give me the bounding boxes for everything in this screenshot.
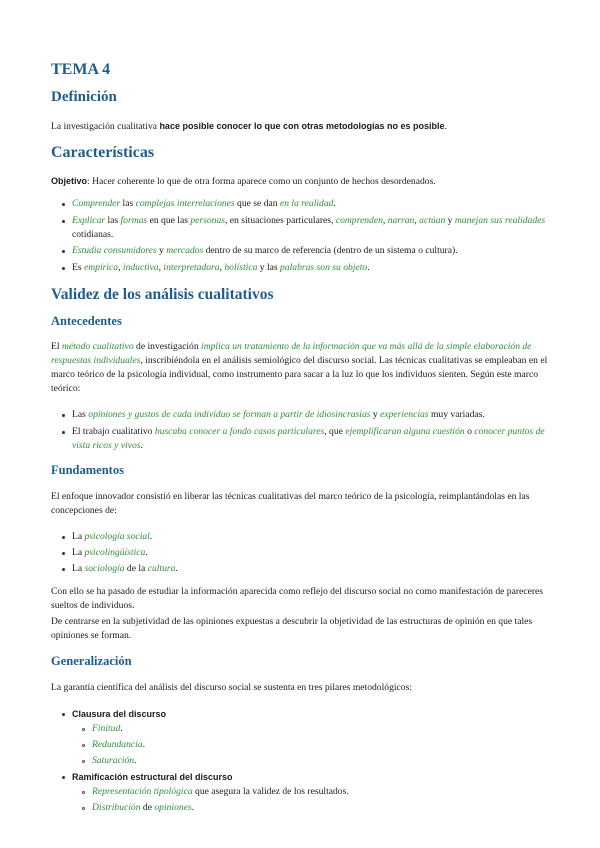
list-item: Distribución de opiniones. xyxy=(92,802,195,813)
list-item: La psicolingüística. xyxy=(72,547,148,558)
antecedentes-line: marco teórico de la psicología individual, como instrumento para sacar a la luz lo que los individuos sienten. Según este marco xyxy=(51,369,539,380)
list-item: La sociología de la cultura. xyxy=(72,563,178,574)
fundamentos-line: sueltos de individuos. xyxy=(51,600,135,611)
circle-bullet-icon xyxy=(82,728,85,731)
list-item: Comprender las complejas interrelaciones que se dan en la realidad. xyxy=(72,198,336,209)
list-item: Saturación. xyxy=(92,755,137,766)
circle-bullet-icon xyxy=(82,791,85,794)
generalizacion-intro: La garantía científica del análisis del discurso social se sustenta en tres pilares metodológicos: xyxy=(51,682,412,693)
circle-bullet-icon xyxy=(82,744,85,747)
list-item: El trabajo cualitativo buscaba conocer a fondo casos particulares, que ejemplificaran alguna cuestión o conocer puntos de xyxy=(72,426,545,437)
antecedentes-line: teórico: xyxy=(51,383,81,394)
section-heading-definicion: Definición xyxy=(51,89,117,105)
list-item: Estudia consumidores y mercados dentro de su marco de referencia (dentro de un sistema o cultura). xyxy=(72,245,458,256)
list-item: La psicología social. xyxy=(72,531,153,542)
subsection-heading-antecedentes: Antecedentes xyxy=(51,314,122,328)
page-title: TEMA 4 xyxy=(51,61,111,78)
list-item: Redundancia. xyxy=(92,739,146,750)
bullet-icon xyxy=(62,431,65,434)
antecedentes-line: respuestas individuales, inscribiéndola en el análisis semiológico del discurso social. Las técnicas cualitativas se empleaban en el xyxy=(51,355,548,366)
circle-bullet-icon xyxy=(82,760,85,763)
list-item: Es empírica, inductiva, interpretadora, holística y las palabras son su objeto. xyxy=(72,262,370,273)
list-item-continuation: cotidianas. xyxy=(72,229,114,240)
bullet-icon xyxy=(62,250,65,253)
bullet-icon xyxy=(62,414,65,417)
bullet-icon xyxy=(62,568,65,571)
antecedentes-line: El método cualitativo de investigación implica un tratamiento de la información que va más allá de la simple elaboración de xyxy=(51,341,532,352)
subsection-heading-fundamentos: Fundamentos xyxy=(51,463,124,477)
list-item-continuation: vista ricos y vivos. xyxy=(72,440,143,451)
fundamentos-line: El enfoque innovador consistió en liberar las técnicas cualitativas del marco teórico de la psicología, reimplantándolas en las xyxy=(51,491,530,502)
fundamentos-line: Con ello se ha pasado de estudiar la información aparecida como reflejo del discurso social no como manifestación de pareceres xyxy=(51,586,544,597)
bullet-icon xyxy=(62,552,65,555)
bullet-icon xyxy=(62,713,65,716)
circle-bullet-icon xyxy=(82,807,85,810)
list-item: Representación tipológica que asegura la validez de los resultados. xyxy=(92,786,349,797)
pillar-ramificacion: Ramificación estructural del discurso xyxy=(72,772,233,782)
objetivo-paragraph: Objetivo: Hacer coherente lo que de otra forma aparece como un conjunto de hechos desordenados. xyxy=(51,176,436,187)
subsection-heading-generalizacion: Generalización xyxy=(51,654,132,668)
fundamentos-line: concepciones de: xyxy=(51,505,117,516)
bullet-icon xyxy=(62,536,65,539)
fundamentos-line: opiniones se forman. xyxy=(51,630,132,641)
bullet-icon xyxy=(62,776,65,779)
definicion-paragraph: La investigación cualitativa hace posible conocer lo que con otras metodologías no es posible. xyxy=(51,121,447,132)
section-heading-caracteristicas: Características xyxy=(51,144,155,161)
bullet-icon xyxy=(62,203,65,206)
bullet-icon xyxy=(62,220,65,223)
list-item: Finitud. xyxy=(92,723,123,734)
list-item: Las opiniones y gustos de cada individuo se forman a partir de idiosincrasias y experiencias muy variadas. xyxy=(72,409,485,420)
section-heading-validez: Validez de los análisis cualitativos xyxy=(51,286,274,303)
list-item: Explicar las formas en que las personas, en situaciones particulares, comprenden, narran, actúan y manejan sus realidades xyxy=(72,215,546,226)
fundamentos-line: De centrarse en la subjetividad de las opiniones expuestas a descubrir la objetividad de las estructuras de opinión en que tales xyxy=(51,616,533,627)
bullet-icon xyxy=(62,267,65,270)
pillar-clausura: Clausura del discurso xyxy=(72,709,167,719)
